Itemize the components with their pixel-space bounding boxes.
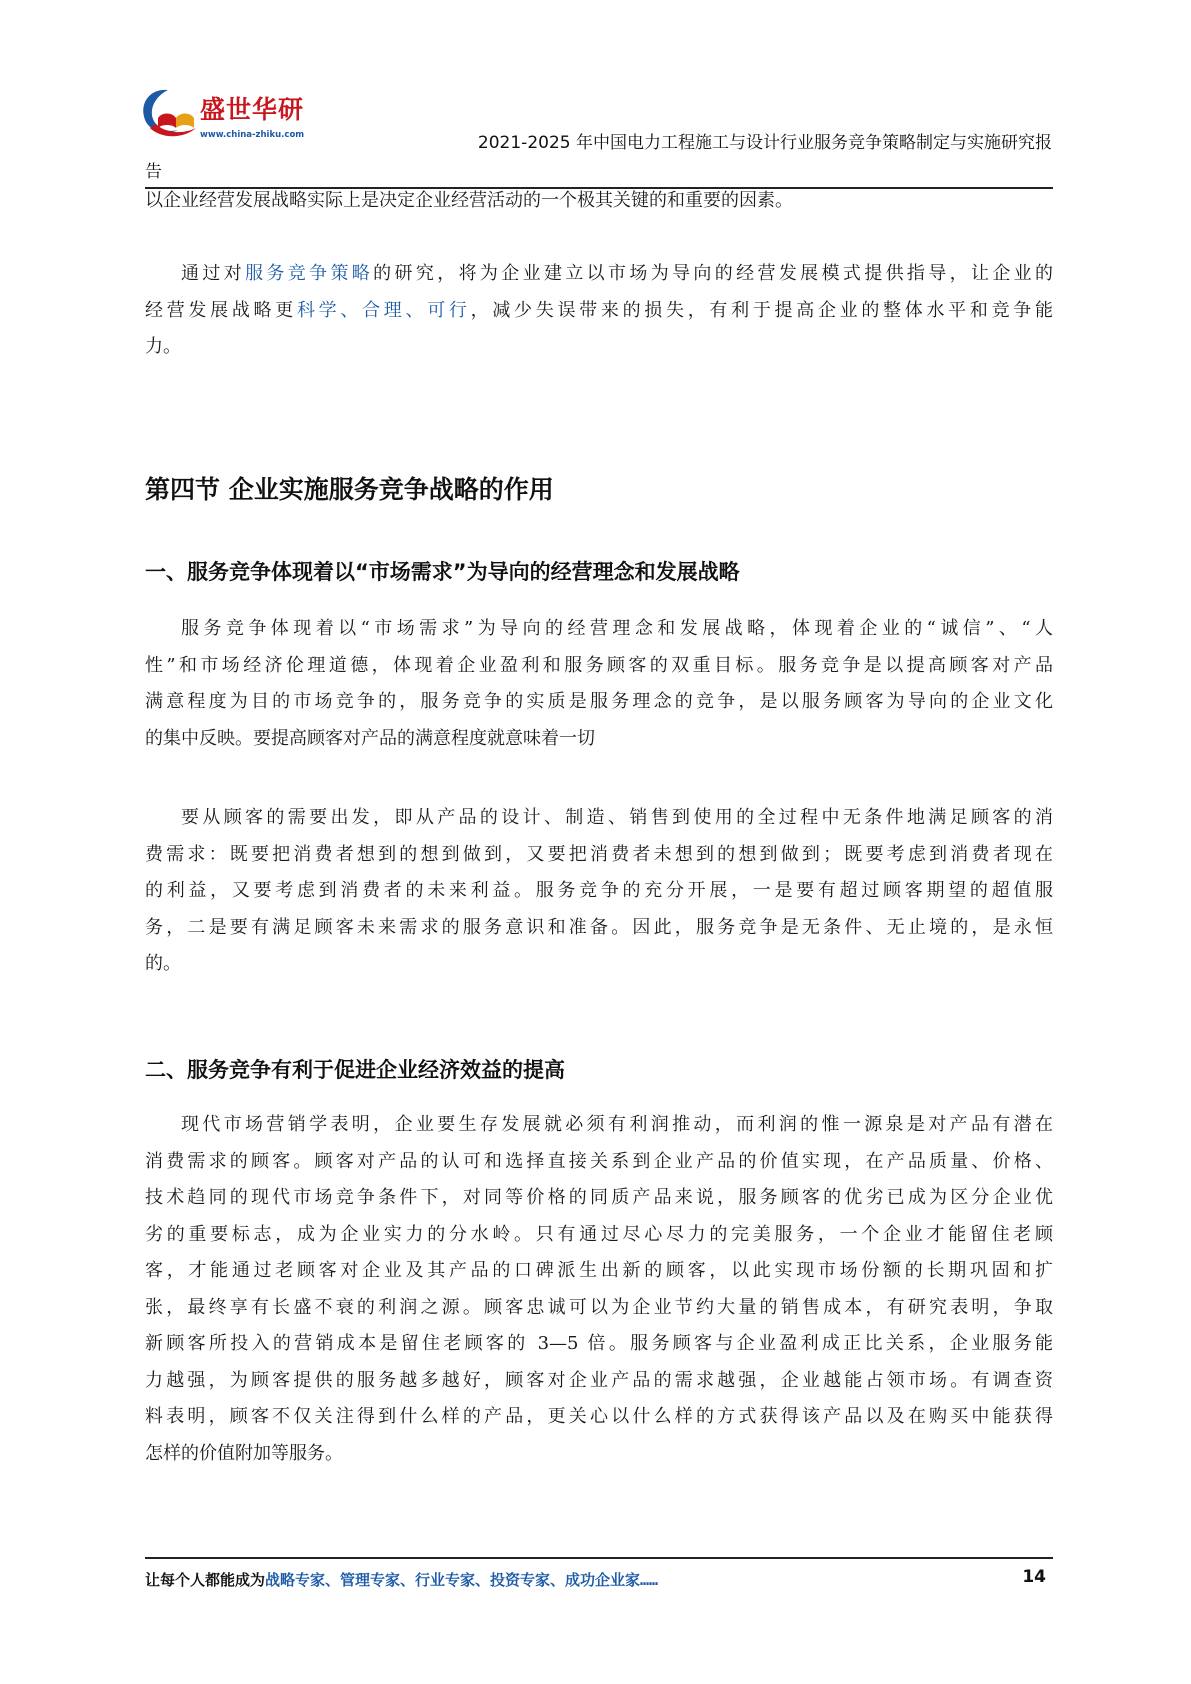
subsection-heading-1: 一、服务竞争体现着以“市场需求”为导向的经营理念和发展战略 xyxy=(145,560,740,584)
slogan-prefix: 让每个人都能成为 xyxy=(145,1571,266,1589)
paragraph-line: 的。 xyxy=(145,953,181,974)
page-number: 14 xyxy=(1022,1567,1046,1587)
report-title: 2021-2025 年中国电力工程施工与设计行业服务竞争策略制定与实施研究报 xyxy=(477,133,1052,153)
strategy-line-1 xyxy=(145,256,1053,293)
slogan-highlight: 战略专家、管理专家、行业专家、投资专家、成功企业家…… xyxy=(265,1571,659,1589)
paragraph-line: 技术趋同的现代市场竞争条件下，对同等价格的同质产品来说，服务顾客的优劣已成为区分企业优 xyxy=(145,1187,1053,1208)
text-segment: ，减少失误带来的损失，有利于提高企业的整体水平和竞争能 xyxy=(470,299,1054,321)
subsection-2-paragraph-1 xyxy=(145,1107,1053,1472)
paragraph-line: 务，二是要有满足顾客未来需求的服务意识和准备。因此，服务竞争是无条件、无止境的，是永恒 xyxy=(145,916,1053,938)
scientific-link[interactable]: 科学、合理、可行 xyxy=(296,299,471,321)
paragraph-line: 新顾客所投入的营销成本是留住老顾客的 3—5 倍。服务顾客与企业盈利成正比关系，企业服务能 xyxy=(145,1333,1053,1354)
paragraph-line: 费需求：既要把消费者想到的想到做到，又要把消费者未想到的想到做到；既要考虑到消费者现在 xyxy=(145,843,1053,865)
footer-divider xyxy=(145,1557,1053,1559)
footer-slogan xyxy=(145,1569,658,1590)
paragraph-line: 满意程度为目的市场竞争的，服务竞争的实质是服务理念的竞争，是以服务顾客为导向的企业文化 xyxy=(145,691,1053,712)
strategy-line-2 xyxy=(145,293,1053,330)
report-title-continued: 告 xyxy=(145,162,162,182)
service-strategy-link[interactable]: 服务竞争策略 xyxy=(245,263,374,284)
text-segment: 经营发展战略更 xyxy=(145,299,297,321)
logo-url: www.china-zhiku.com xyxy=(200,130,305,140)
intro-paragraph xyxy=(145,183,1053,220)
strategy-line-3: 力。 xyxy=(145,336,181,357)
paragraph-line: 力越强，为顾客提供的服务越多越好，顾客对企业产品的需求越强，企业越能占领市场。有调查资 xyxy=(145,1369,1053,1391)
paragraph-line: 性”和市场经济伦理道德，体现着企业盈利和服务顾客的双重目标。服务竞争是以提高顾客对产品 xyxy=(145,654,1053,676)
paragraph-line: 的利益，又要考虑到消费者的未来利益。服务竞争的充分开展，一是要有超过顾客期望的超值服 xyxy=(145,880,1053,901)
intro-line: 以企业经营发展战略实际上是决定企业经营活动的一个极其关键的和重要的因素。 xyxy=(145,190,793,211)
text-segment: 的研究，将为企业建立以市场为导向的经营发展模式提供指导，让企业的 xyxy=(373,263,1054,284)
paragraph-line: 料表明，顾客不仅关注得到什么样的产品，更关心以什么样的方式获得该产品以及在购买中能获得 xyxy=(145,1406,1053,1427)
subsection-1-paragraph-1 xyxy=(145,611,1053,757)
paragraph-line: 的集中反映。要提高顾客对产品的满意程度就意味着一切 xyxy=(145,727,595,749)
paragraph-line: 现代市场营销学表明，企业要生存发展就必须有利润推动，而利润的惟一源泉是对产品有潜在 xyxy=(181,1114,1053,1135)
paragraph-line: 劣的重要标志，成为企业实力的分水岭。只有通过尽心尽力的完美服务，一个企业才能留住老顾 xyxy=(145,1223,1053,1245)
paragraph-line: 消费需求的顾客。顾客对产品的认可和选择直接关系到企业产品的价值实现，在产品质量、价格、 xyxy=(145,1150,1053,1172)
paragraph-line: 怎样的价值附加等服务。 xyxy=(145,1442,343,1464)
subsection-heading-2: 二、服务竞争有利于促进企业经济效益的提高 xyxy=(145,1058,565,1082)
paragraph-line: 张，最终享有长盛不衰的利润之源。顾客忠诚可以为企业节约大量的销售成本，有研究表明，争取 xyxy=(145,1296,1053,1318)
text-segment: 通过对 xyxy=(181,263,246,284)
section-heading: 第四节 企业实施服务竞争战略的作用 xyxy=(145,475,554,504)
logo-name: 盛世华研 xyxy=(200,95,305,124)
paragraph-line: 服务竞争体现着以“市场需求”为导向的经营理念和发展战略，体现着企业的“诚信”、“人 xyxy=(181,618,1053,639)
subsection-1-paragraph-2 xyxy=(145,800,1053,983)
paragraph-line: 要从顾客的需要出发，即从产品的设计、制造、销售到使用的全过程中无条件地满足顾客的消 xyxy=(181,807,1053,828)
strategy-paragraph xyxy=(145,256,1053,366)
paragraph-line: 客，才能通过老顾客对企业及其产品的口碑派生出新的顾客，以此实现市场份额的长期巩固和扩 xyxy=(145,1260,1053,1281)
